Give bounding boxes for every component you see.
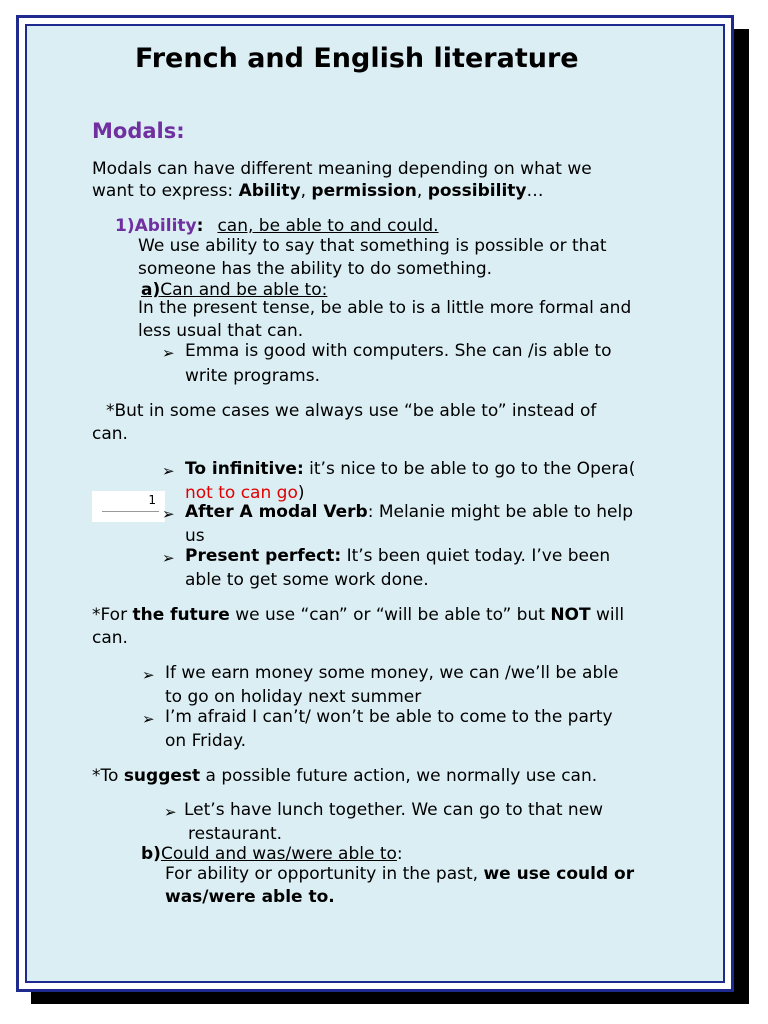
footnote-separator: [102, 511, 159, 512]
bullet-emma-line-1: Emma is good with computers. She can /is able to: [185, 341, 612, 361]
bullet-money-line-2: to go on holiday next summer: [165, 687, 422, 707]
ability-desc-1: We use ability to say that something is possible or that: [138, 236, 607, 256]
arrow-bullet-icon: ➢: [162, 505, 175, 523]
ability-desc-2: someone has the ability to do something.: [138, 259, 493, 279]
bullet-party-line-1: I’m afraid I can’t/ won’t be able to come to the party: [165, 707, 613, 727]
arrow-bullet-icon: ➢: [142, 666, 155, 684]
arrow-bullet-icon: ➢: [142, 710, 155, 728]
bullet-modal-verb-line-2: us: [185, 526, 205, 546]
sub-a-line-2: less usual that can.: [138, 321, 304, 341]
bullet-modal-verb-line-1: After A modal Verb: Melanie might be able to help: [185, 502, 634, 522]
suggest-note: *To suggest a possible future action, we normally use can.: [92, 766, 598, 786]
bullet-infinitive-line-2: not to can go): [185, 483, 305, 503]
but-note-line-2: can.: [92, 424, 128, 444]
modals-heading: Modals:: [92, 119, 185, 143]
but-note-line-1: *But in some cases we always use “be able to” instead of: [106, 401, 597, 421]
future-note-line-1: *For the future we use “can” or “will be able to” but NOT will: [92, 605, 625, 625]
bullet-emma-line-2: write programs.: [185, 366, 320, 386]
section-ability-heading: 1)Ability: can, be able to and could.: [115, 216, 439, 236]
bullet-lunch-line-1: Let’s have lunch together. We can go to that new: [184, 800, 604, 820]
arrow-bullet-icon: ➢: [164, 803, 177, 821]
arrow-bullet-icon: ➢: [162, 462, 175, 480]
bullet-money-line-1: If we earn money some money, we can /we’ll be able: [165, 663, 619, 683]
sub-a-heading: a)Can and be able to:: [141, 280, 328, 300]
bullet-lunch-line-2: restaurant.: [188, 824, 283, 844]
sub-a-line-1: In the present tense, be able to is a little more formal and: [138, 298, 632, 318]
arrow-bullet-icon: ➢: [162, 549, 175, 567]
intro-line-2: want to express: Ability, permission, possibility…: [92, 181, 544, 201]
arrow-bullet-icon: ➢: [162, 344, 175, 362]
future-note-line-2: can.: [92, 628, 128, 648]
page-number-box: [92, 491, 165, 522]
sub-b-line-2: was/were able to.: [165, 887, 335, 907]
page-title: French and English literature: [135, 43, 579, 74]
bullet-present-perfect-line-1: Present perfect: It’s been quiet today. I’ve been: [185, 546, 611, 566]
bullet-infinitive-line-1: To infinitive: it’s nice to be able to go to the Opera(: [185, 459, 636, 479]
sub-b-heading: b)Could and was/were able to:: [141, 844, 403, 864]
page-number: 1: [148, 493, 156, 507]
bullet-present-perfect-line-2: able to get some work done.: [185, 570, 429, 590]
sub-b-line-1: For ability or opportunity in the past, we use could or: [165, 864, 635, 884]
bullet-party-line-2: on Friday.: [165, 731, 247, 751]
intro-line-1: Modals can have different meaning depending on what we: [92, 159, 592, 179]
